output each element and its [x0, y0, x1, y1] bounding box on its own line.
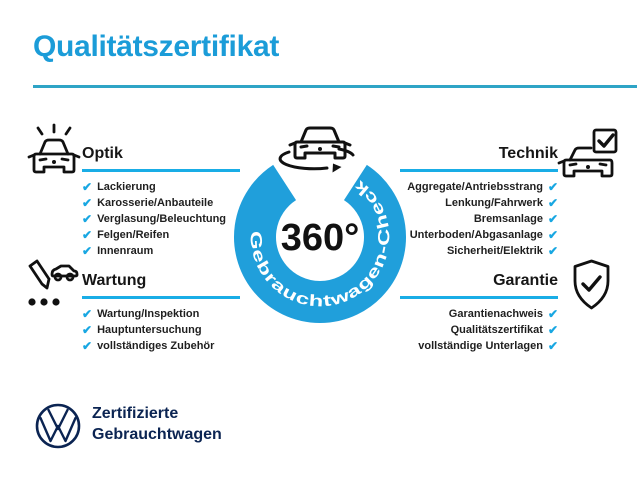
checklist-item-label: Felgen/Reifen — [97, 228, 170, 241]
checklist-item — [82, 324, 240, 336]
checklist-item-label: Aggregate/Antriebsstrang — [407, 180, 543, 193]
checklist-item — [400, 197, 558, 209]
360-check-badge — [210, 118, 430, 348]
checklist-item — [82, 340, 240, 352]
section-heading: Garantie — [493, 272, 558, 289]
check-icon: ✔ — [82, 195, 93, 210]
car-shine-icon — [27, 124, 81, 180]
check-icon: ✔ — [547, 211, 558, 226]
section-wartung — [82, 272, 240, 352]
checklist-item-label: Bremsanlage — [473, 212, 543, 225]
checklist — [400, 308, 558, 352]
checklist-item-label: Qualitätszertifikat — [450, 323, 543, 336]
checklist — [400, 181, 558, 257]
brand-text — [92, 403, 222, 445]
check-icon: ✔ — [82, 227, 93, 242]
page-title: Qualitätszertifikat — [33, 30, 280, 63]
check-icon: ✔ — [547, 195, 558, 210]
checklist-item — [400, 181, 558, 193]
checklist-item-label: vollständige Unterlagen — [418, 339, 543, 352]
checklist-item — [400, 340, 558, 352]
checklist-item — [400, 308, 558, 320]
checklist-item-label: Verglasung/Beleuchtung — [97, 212, 227, 225]
checklist-item-label: Unterboden/Abgasanlage — [409, 228, 543, 241]
checklist-item — [82, 245, 240, 257]
checklist-item-label: Innenraum — [97, 244, 154, 257]
checklist-item-label: Sicherheit/Elektrik — [446, 244, 543, 257]
check-icon: ✔ — [547, 243, 558, 258]
check-icon: ✔ — [547, 306, 558, 321]
checklist-item — [400, 324, 558, 336]
check-icon: ✔ — [82, 306, 93, 321]
car-checkbox-icon — [558, 126, 620, 188]
checklist-item — [82, 213, 240, 225]
shield-check-icon — [569, 258, 614, 312]
brand-line1: Zertifizierte — [92, 405, 179, 422]
check-icon: ✔ — [547, 322, 558, 337]
checklist-item-label: Lenkung/Fahrwerk — [445, 196, 543, 209]
check-icon: ✔ — [82, 211, 93, 226]
checklist-item-label: Wartung/Inspektion — [97, 307, 200, 320]
brand-line2: Gebrauchtwagen — [92, 426, 222, 443]
check-icon: ✔ — [82, 179, 93, 194]
vw-logo — [34, 402, 82, 450]
car-360-rotation-icon — [280, 128, 353, 173]
checklist-item-label: Karosserie/Anbauteile — [97, 196, 214, 209]
checklist-item-label: Lackierung — [97, 180, 156, 193]
360-badge-graphic — [210, 118, 430, 348]
checklist-item — [400, 245, 558, 257]
section-heading: Technik — [498, 145, 558, 162]
check-icon: ✔ — [82, 322, 93, 337]
checklist-item — [82, 197, 240, 209]
checklist-item-label: Hauptuntersuchung — [97, 323, 202, 336]
check-icon: ✔ — [547, 227, 558, 242]
checklist-item — [82, 308, 240, 320]
checklist-item — [82, 181, 240, 193]
section-technik — [400, 145, 558, 257]
section-optik — [82, 145, 240, 257]
section-underline — [400, 169, 558, 172]
checklist-item-label: vollständiges Zubehör — [97, 339, 215, 352]
check-icon: ✔ — [547, 179, 558, 194]
degrees-label: 360° — [280, 217, 360, 259]
check-icon: ✔ — [82, 243, 93, 258]
checklist-item — [82, 229, 240, 241]
ring-label-text: Gebrauchtwagen-Check — [246, 179, 394, 311]
check-icon: ✔ — [547, 338, 558, 353]
checklist — [82, 181, 240, 257]
checklist-item — [400, 229, 558, 241]
section-garantie — [400, 272, 558, 352]
pencil-car-checklist-icon — [23, 257, 79, 313]
title-divider — [33, 85, 637, 88]
section-underline — [82, 296, 240, 299]
checklist-item — [400, 213, 558, 225]
check-icon: ✔ — [82, 338, 93, 353]
checklist-item-label: Garantienachweis — [448, 307, 543, 320]
section-underline — [82, 169, 240, 172]
section-heading: Wartung — [82, 272, 147, 289]
checklist — [82, 308, 240, 352]
section-underline — [400, 296, 558, 299]
section-heading: Optik — [82, 145, 123, 162]
